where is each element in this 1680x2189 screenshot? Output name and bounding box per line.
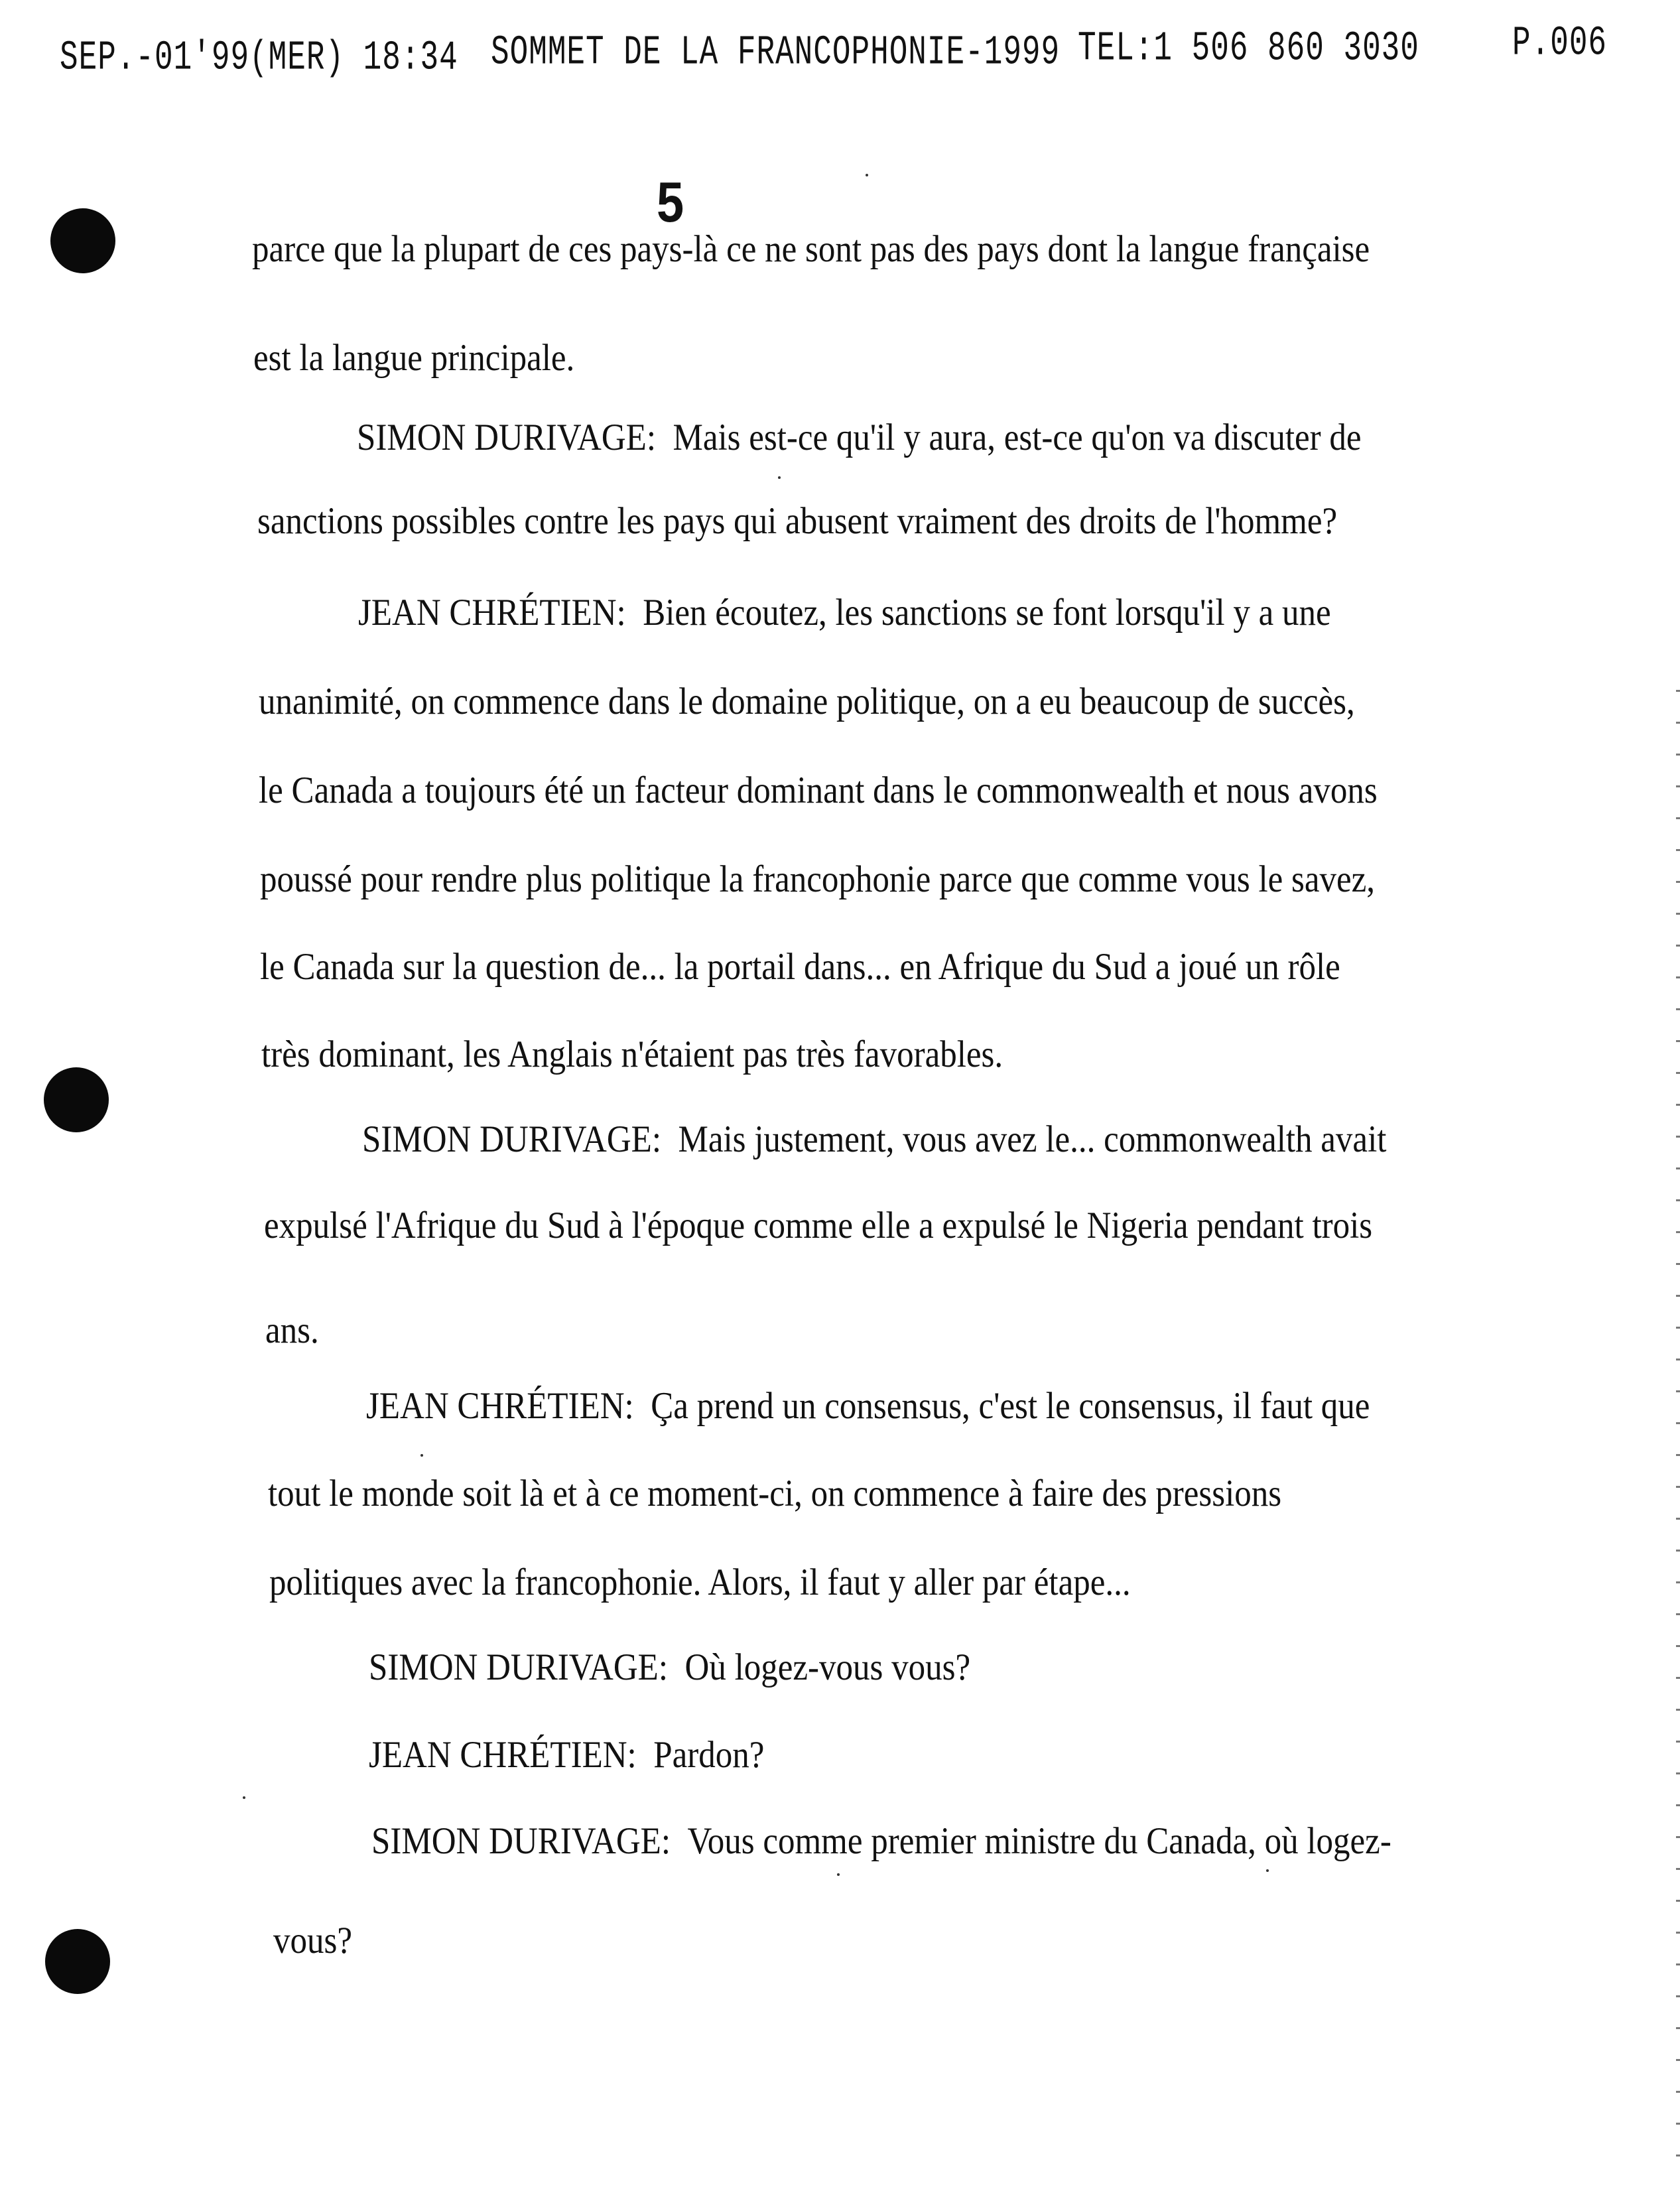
transcript-line bbox=[369, 1646, 971, 1689]
transcript-text: très dominant, les Anglais n'étaient pas très favorables. bbox=[261, 1033, 1003, 1076]
speaker-label: JEAN CHRÉTIEN: bbox=[358, 592, 626, 634]
transcript-text: Vous comme premier ministre du Canada, où logez- bbox=[687, 1820, 1391, 1863]
scan-speck bbox=[837, 1873, 840, 1876]
fax-header-phone: TEL:1 506 860 3030 bbox=[1078, 25, 1419, 72]
transcript-line bbox=[253, 337, 575, 379]
punch-hole bbox=[44, 1067, 109, 1132]
transcript-text: le Canada a toujours été un facteur dominant dans le commonwealth et nous avons bbox=[259, 769, 1378, 812]
punch-hole bbox=[50, 208, 115, 273]
scan-speck bbox=[866, 174, 868, 176]
transcript-line bbox=[268, 1475, 1478, 1513]
scan-speck bbox=[243, 1796, 245, 1799]
transcript-line bbox=[369, 1734, 765, 1776]
speaker-label: SIMON DURIVAGE: bbox=[362, 1118, 662, 1161]
transcript-text: expulsé l'Afrique du Sud à l'époque comme elle a expulsé le Nigeria pendant trois bbox=[264, 1205, 1373, 1247]
transcript-text: tout le monde soit là et à ce moment-ci, on commence à faire des pressions bbox=[268, 1473, 1282, 1515]
transcript-line bbox=[261, 1033, 1003, 1076]
transcript-line bbox=[358, 594, 1331, 632]
speaker-label: SIMON DURIVAGE: bbox=[369, 1646, 669, 1689]
fax-header-date: SEP.-01'99(MER) 18:34 bbox=[60, 34, 458, 82]
transcript-text: Où logez-vous vous? bbox=[684, 1646, 971, 1689]
transcript-text: politiques avec la francophonie. Alors, il faut y aller par étape... bbox=[269, 1561, 1131, 1604]
scan-edge-artifact bbox=[1676, 690, 1680, 2182]
transcript-line bbox=[259, 683, 1355, 721]
transcript-line bbox=[264, 1207, 1372, 1245]
transcript-text: sanctions possibles contre les pays qui abusent vraiment des droits de l'homme? bbox=[257, 500, 1338, 543]
speaker-label: SIMON DURIVAGE: bbox=[371, 1820, 671, 1863]
transcript-line bbox=[362, 1118, 1387, 1161]
transcript-line bbox=[273, 1922, 352, 1960]
scan-speck bbox=[1266, 1869, 1269, 1872]
speaker-label: JEAN CHRÉTIEN: bbox=[366, 1385, 634, 1427]
transcript-text: parce que la plupart de ces pays-là ce ne sont pas des pays dont la langue française bbox=[252, 228, 1370, 271]
transcript-text: unanimité, on commence dans le domaine politique, on a eu beaucoup de succès, bbox=[259, 681, 1355, 723]
transcript-text: est la langue principale. bbox=[253, 337, 575, 379]
transcript-text: poussé pour rendre plus politique la francophonie parce que comme vous le savez, bbox=[260, 858, 1376, 901]
fax-header-title: SOMMET DE LA FRANCOPHONIE-1999 bbox=[491, 29, 1061, 76]
transcript-text: Pardon? bbox=[653, 1734, 765, 1776]
transcript-text: Mais justement, vous avez le... commonwealth avait bbox=[678, 1118, 1387, 1161]
transcript-line bbox=[265, 1309, 319, 1352]
transcript-text: Mais est-ce qu'il y aura, est-ce qu'on va discuter de bbox=[673, 417, 1362, 459]
transcript-line bbox=[357, 419, 1362, 457]
transcript-line bbox=[260, 858, 1376, 901]
transcript-line bbox=[366, 1385, 1370, 1427]
speaker-label: JEAN CHRÉTIEN: bbox=[369, 1734, 637, 1776]
punch-hole bbox=[45, 1929, 110, 1994]
transcript-text: Bien écoutez, les sanctions se font lorsqu'il y a une bbox=[643, 592, 1331, 634]
fax-header-page: P.006 bbox=[1512, 20, 1608, 67]
transcript-line bbox=[371, 1820, 1391, 1863]
scan-speck bbox=[778, 476, 781, 479]
scan-speck bbox=[420, 1454, 423, 1457]
transcript-line bbox=[252, 228, 1466, 271]
transcript-line bbox=[260, 946, 1340, 988]
transcript-line bbox=[269, 1561, 1131, 1604]
page-number: 5 bbox=[657, 170, 684, 234]
speaker-label: SIMON DURIVAGE: bbox=[357, 417, 657, 459]
transcript-text: ans. bbox=[265, 1309, 319, 1352]
transcript-line bbox=[259, 769, 1378, 812]
transcript-text: Ça prend un consensus, c'est le consensus, il faut que bbox=[651, 1385, 1370, 1427]
transcript-line bbox=[257, 500, 1338, 543]
transcript-text: vous? bbox=[273, 1920, 352, 1962]
transcript-text: le Canada sur la question de... la portail dans... en Afrique du Sud a joué un rôle bbox=[260, 946, 1340, 988]
